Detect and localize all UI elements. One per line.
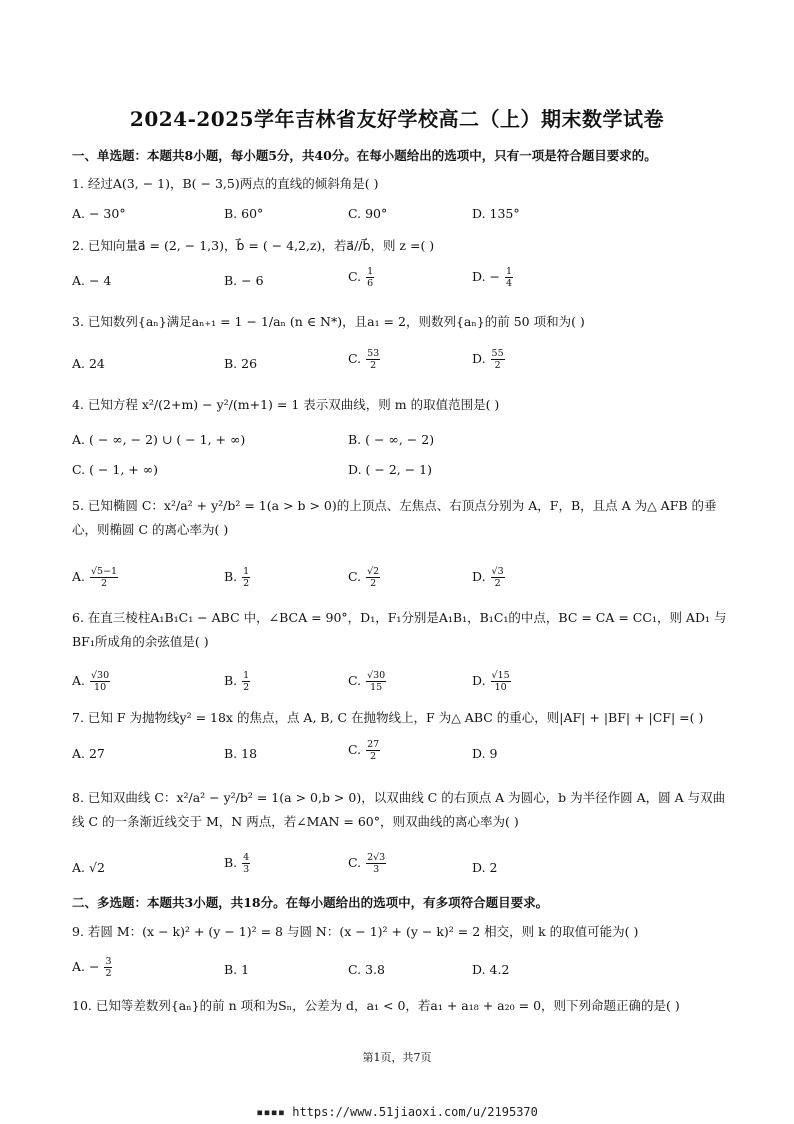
denominator: 10 [94, 682, 107, 693]
numerator: √15 [491, 670, 510, 681]
q9-option-c: C. 3.8 [348, 962, 385, 977]
denominator: 2 [105, 968, 112, 979]
q9-option-a [72, 956, 113, 979]
q9-option-b: B. 1 [224, 962, 250, 977]
q6-option-a [72, 670, 111, 693]
q6-option-c-label: C. [348, 673, 362, 688]
q3-option-c [348, 348, 381, 371]
q3-option-c-fraction [366, 348, 380, 371]
q8-option-d: D. 2 [472, 860, 498, 875]
q2-option-d-label: D. − [472, 269, 500, 284]
q5-option-d [472, 566, 506, 589]
q7-option-a: A. 27 [72, 746, 105, 761]
q5-option-c-fraction [366, 566, 380, 589]
q2-option-b: B. − 6 [224, 273, 264, 288]
numerator: 53 [367, 348, 380, 359]
q3-option-d-fraction [491, 348, 505, 371]
q7-option-d: D. 9 [472, 746, 498, 761]
q8-option-c-label: C. [348, 855, 362, 870]
numerator: 55 [491, 348, 504, 359]
q5-option-b-fraction [242, 566, 250, 589]
numerator: √2 [367, 566, 380, 577]
q7-option-b: B. 18 [224, 746, 258, 761]
q5-option-a [72, 566, 119, 589]
q2-option-c-label: C. [348, 269, 362, 284]
q5-option-a-fraction [90, 566, 118, 589]
question-7-text: 7. 已知 F 为抛物线y² = 18x 的焦点，点 A, B, C 在抛物线上，F 为△ ABC 的重心，则|AF| + |BF| + |CF| =( ) [72, 710, 704, 725]
question-2-text: 2. 已知向量a⃗ = (2, − 1,3)，b⃗ = ( − 4,2,z)，若a⃗//b⃗，则 z =( ) [72, 238, 435, 253]
q6-option-b [224, 670, 251, 693]
numerator: √30 [367, 670, 386, 681]
q2-option-c-fraction [366, 266, 374, 289]
denominator: 6 [367, 278, 374, 289]
q6-option-a-label: A. [72, 673, 86, 688]
denominator: 10 [494, 682, 507, 693]
q2-option-c [348, 266, 375, 289]
denominator: 3 [243, 864, 250, 875]
denominator: 2 [494, 360, 501, 371]
q5-option-d-fraction [491, 566, 505, 589]
q8-option-b-fraction [242, 852, 250, 875]
denominator: 2 [370, 360, 377, 371]
q8-option-a: A. √2 [72, 860, 105, 875]
q3-option-c-label: C. [348, 351, 362, 366]
q6-option-d [472, 670, 512, 693]
q5-option-c-label: C. [348, 569, 362, 584]
q1-option-d: D. 135° [472, 206, 520, 221]
question-1-text: 1. 经过A(3, − 1)，B( − 3,5)两点的直线的倾斜角是( ) [72, 176, 379, 191]
numerator: 1 [243, 670, 250, 681]
page-title: 2024-2025学年吉林省友好学校高二（上）期末数学试卷 [129, 107, 665, 131]
q9-option-d: D. 4.2 [472, 962, 510, 977]
numerator: 1 [505, 266, 513, 277]
q5-option-b [224, 566, 251, 589]
denominator: 2 [243, 578, 250, 589]
numerator: 2√3 [367, 852, 386, 863]
numerator: 4 [243, 852, 250, 863]
q6-option-c-fraction [366, 670, 386, 693]
q1-option-c: C. 90° [348, 206, 388, 221]
q6-option-b-label: B. [224, 673, 238, 688]
numerator: 1 [243, 566, 250, 577]
q6-option-c [348, 670, 387, 693]
q3-option-b: B. 26 [224, 356, 258, 371]
denominator: 3 [373, 864, 380, 875]
numerator: 1 [367, 266, 374, 277]
q1-option-b: B. 60° [224, 206, 264, 221]
denominator: 2 [370, 751, 377, 762]
q6-option-d-fraction [491, 670, 511, 693]
numerator: √5−1 [91, 566, 118, 577]
denominator: 4 [505, 278, 513, 289]
q1-option-a: A. − 30° [72, 206, 126, 221]
q6-option-b-fraction [242, 670, 250, 693]
q4-option-d: D. ( − 2, − 1) [348, 462, 432, 477]
q5-option-c [348, 566, 381, 589]
q8-option-c [348, 852, 387, 875]
question-4-text: 4. 已知方程 x²/(2+m) − y²/(m+1) = 1 表示双曲线，则 m 的取值范围是( ) [72, 397, 500, 412]
denominator: 2 [101, 578, 108, 589]
denominator: 2 [494, 578, 501, 589]
question-9-text: 9. 若圆 M：(x − k)² + (y − 1)² = 8 与圆 N：(x − 1)² + (y − k)² = 2 相交，则 k 的取值可能为( ) [72, 924, 639, 939]
q3-option-d [472, 348, 506, 371]
numerator: √30 [91, 670, 110, 681]
watermark-url: ▪▪▪▪ https://www.51jiaoxi.com/u/2195370 [256, 1105, 538, 1119]
question-10-text: 10. 已知等差数列{aₙ}的前 n 项和为Sₙ，公差为 d，a₁ < 0，若a₁ + a₁₈ + a₂₀ = 0，则下列命题正确的是( ) [72, 998, 680, 1013]
q6-option-a-fraction [90, 670, 110, 693]
section-multiple-choice-heading: 二、多选题：本题共3小题，共18分。在每小题给出的选项中，有多项符合题目要求。 [72, 895, 549, 910]
question-3-text: 3. 已知数列{aₙ}满足aₙ₊₁ = 1 − 1/aₙ (n ∈ N*)，且a₁ = 2，则数列{aₙ}的前 50 项和为( ) [72, 314, 585, 329]
page-footer: 第1页，共7页 [362, 1051, 432, 1064]
numerator: √3 [491, 566, 504, 577]
q7-option-c-label: C. [348, 742, 362, 757]
q4-option-b: B. ( − ∞, − 2) [348, 432, 435, 447]
q5-option-a-label: A. [72, 569, 86, 584]
section-single-choice-heading: 一、单选题：本题共8小题，每小题5分，共40分。在每小题给出的选项中，只有一项是符合题目要求的。 [72, 148, 657, 163]
q9-option-a-label: A. − [72, 959, 100, 974]
numerator: 27 [367, 739, 380, 750]
q2-option-d [472, 266, 514, 289]
q8-option-c-fraction [366, 852, 386, 875]
q2-option-a: A. − 4 [72, 273, 112, 288]
question-6-text: 6. 在直三棱柱A₁B₁C₁ − ABC 中，∠BCA = 90°，D₁，F₁分别是A₁B₁，B₁C₁的中点，BC = CA = CC₁，则 AD₁ 与 BF₁所成角的余弦值是( ) [72, 610, 727, 649]
q7-option-c [348, 739, 381, 762]
q4-option-a: A. ( − ∞, − 2) ∪ ( − 1, + ∞) [72, 432, 246, 447]
q8-option-b [224, 852, 251, 875]
question-8-text: 8. 已知双曲线 C：x²/a² − y²/b² = 1(a > 0,b > 0)，以双曲线 C 的右顶点 A 为圆心，b 为半径作圆 A，圆 A 与双曲线 C 的一条渐近线交于 M，N 两点，若∠MAN = 60°，则双曲线的离心率为( ) [72, 790, 726, 829]
denominator: 2 [370, 578, 377, 589]
q6-option-d-label: D. [472, 673, 486, 688]
denominator: 15 [370, 682, 383, 693]
q8-option-b-label: B. [224, 855, 238, 870]
q5-option-d-label: D. [472, 569, 486, 584]
q3-option-a: A. 24 [72, 356, 105, 371]
q9-option-a-fraction [104, 956, 112, 979]
q3-option-d-label: D. [472, 351, 486, 366]
numerator: 3 [105, 956, 112, 967]
q7-option-c-fraction [366, 739, 380, 762]
question-5-text: 5. 已知椭圆 C：x²/a² + y²/b² = 1(a > b > 0)的上顶点、左焦点、右顶点分别为 A，F，B，且点 A 为△ AFB 的垂心，则椭圆 C 的离心率为( ) [72, 498, 717, 537]
q2-option-d-fraction [505, 266, 513, 289]
denominator: 2 [243, 682, 250, 693]
q4-option-c: C. ( − 1, + ∞) [72, 462, 158, 477]
q5-option-b-label: B. [224, 569, 238, 584]
